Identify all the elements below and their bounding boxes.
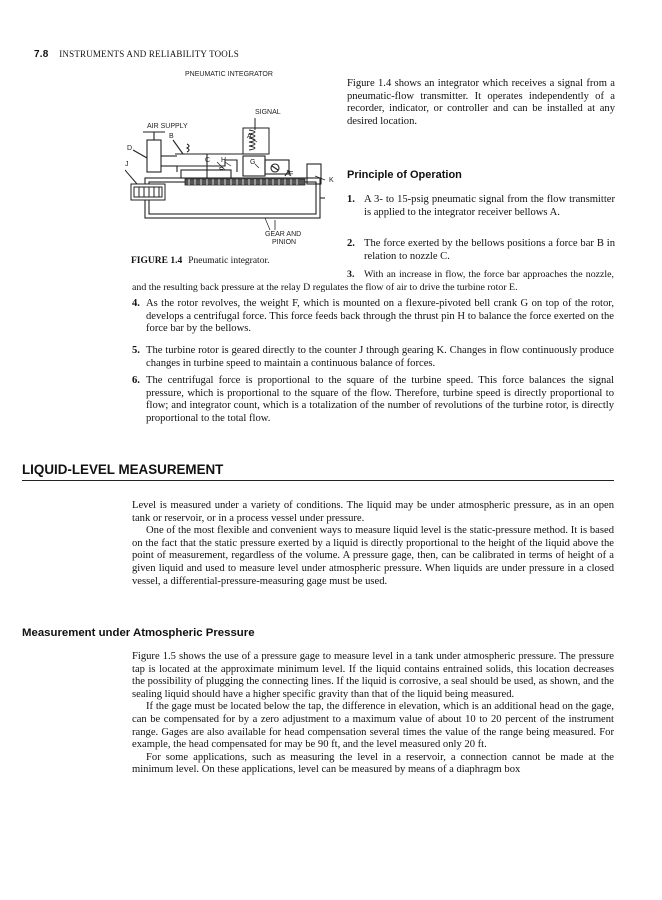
diagram-title-label: PNEUMATIC INTEGRATOR	[185, 71, 273, 78]
label-c: C	[205, 157, 211, 164]
list-item	[132, 375, 614, 425]
step-number: 2.	[347, 238, 355, 249]
body-paragraph: One of the most flexible and convenient ways to measure liquid level is the static-pressure method. It is based on the fact that the static pressure exerted by a liquid is directly proportional to the height of the liquid above the point of measurement, regardless of the volume. A pressure gage, then, can be calibrated in terms of height of a given liquid and used to measure level under atmospheric pressure. When liquids are under pressure in a closed vessel, a differential-pressure-measuring gage must be used.	[132, 525, 614, 587]
integrator-housing	[145, 164, 325, 218]
label-a: A	[247, 133, 252, 140]
body-paragraph: If the gage must be located below the tap, the difference in elevation, which is an additional head on the gage, can be compensated for by a zero adjustment to a maximum value of about 10 to 20 percent of the instrument range. Gages are also available for head compensation several times the value of the range being measured. For example, the head compensated for may be 90 ft, and the level measured only 20 ft.	[132, 701, 614, 751]
figure-caption	[131, 256, 269, 266]
integrator-diagram	[125, 70, 345, 262]
step-number: 5.	[132, 345, 140, 356]
list-item	[132, 269, 614, 294]
list-item	[132, 298, 614, 336]
principle-heading: Principle of Operation	[347, 169, 462, 181]
step-number: 6.	[132, 375, 140, 386]
step-text: With an increase in flow, the force bar approaches the nozzle, and the resulting back pressure at the relay D regulates the flow of air to drive the turbine rotor E.	[132, 269, 614, 293]
label-h: H	[221, 157, 227, 164]
list-item	[347, 238, 615, 263]
figure-caption-text: Pneumatic integrator.	[188, 256, 270, 266]
body-paragraph: For some applications, such as measuring the level in a reservoir, a connection cannot be made at the minimum level. On these applications, level can be measured by means of a diaphragm box	[132, 751, 614, 776]
signal-label: SIGNAL	[255, 109, 281, 116]
label-f: F	[289, 171, 294, 178]
subsection-heading: Measurement under Atmospheric Pressure	[22, 627, 255, 639]
section-heading: LIQUID-LEVEL MEASUREMENT	[22, 462, 224, 477]
label-g: G	[250, 159, 256, 166]
label-k: K	[329, 177, 334, 184]
label-d: D	[127, 145, 133, 152]
step-number: 1.	[347, 194, 355, 205]
pinion-label: PINION	[272, 239, 297, 246]
step-text: A 3- to 15-psig pneumatic signal from the flow transmitter is applied to the integrator receiver bellows A.	[364, 194, 615, 218]
step-number: 4.	[132, 298, 140, 309]
gear-train	[185, 179, 305, 230]
step-text: The turbine rotor is geared directly to the counter J through gearing K. Changes in flow continuously produce changes in turbine speed to maintain a continuous balance of forces.	[146, 345, 614, 369]
step-text: As the rotor revolves, the weight F, which is mounted on a flexure-pivoted bell crank G on top of the rotor, develops a centrifugal force. This force feeds back through the thrust pin H to balance the force exerted on the force bar by the bellows.	[146, 298, 614, 335]
level-text-block	[132, 500, 614, 588]
step-number: 3.	[347, 269, 355, 280]
running-header	[34, 49, 239, 60]
body-paragraph: Level is measured under a variety of conditions. The liquid may be under atmospheric pressure, as in an open tank or reservoir, or in a process vessel under pressure.	[132, 500, 614, 524]
label-b: B	[169, 133, 174, 140]
label-j: J	[125, 161, 129, 168]
step-text: The force exerted by the bellows positions a force bar B in relation to nozzle C.	[364, 238, 615, 262]
list-item	[132, 345, 614, 370]
air-supply-label: AIR SUPPLY	[147, 123, 188, 130]
list-item	[347, 194, 615, 219]
atmo-text-block	[132, 651, 614, 777]
page-number: 7.8	[34, 49, 49, 60]
gear-and-label: GEAR AND	[265, 231, 302, 238]
body-paragraph: Figure 1.5 shows the use of a pressure gage to measure level in a tank under atmospheric pressure. The pressure tap is located at the approximate minimum level. If the liquid contains entrained solids, this location decreases the possibility of plugging the connecting lines. If the liquid is corrosive, a seal should be used, as shown, and the sealing liquid should have a higher specific gravity than that of the liquid being measured.	[132, 651, 614, 700]
running-title: INSTRUMENTS AND RELIABILITY TOOLS	[59, 49, 239, 59]
counter-j	[125, 170, 165, 200]
intro-paragraph: Figure 1.4 shows an integrator which receives a signal from a pneumatic-flow transmitter. It operates independently of a recorder, indicator, or controller and can be installed at any desired location.	[347, 78, 615, 127]
section-divider	[22, 480, 614, 481]
figure-caption-label: FIGURE 1.4	[131, 256, 183, 266]
step-text: The centrifugal force is proportional to the square of the turbine speed. This force balances the signal pressure, which is proportional to the square of the flow. Therefore, turbine speed is directly proportional to flow; and integrator count, which is a totalization of the number of revolutions of the turbine rotor, is directly proportional to the total flow.	[146, 375, 614, 424]
figure-pneumatic-integrator	[125, 70, 345, 262]
